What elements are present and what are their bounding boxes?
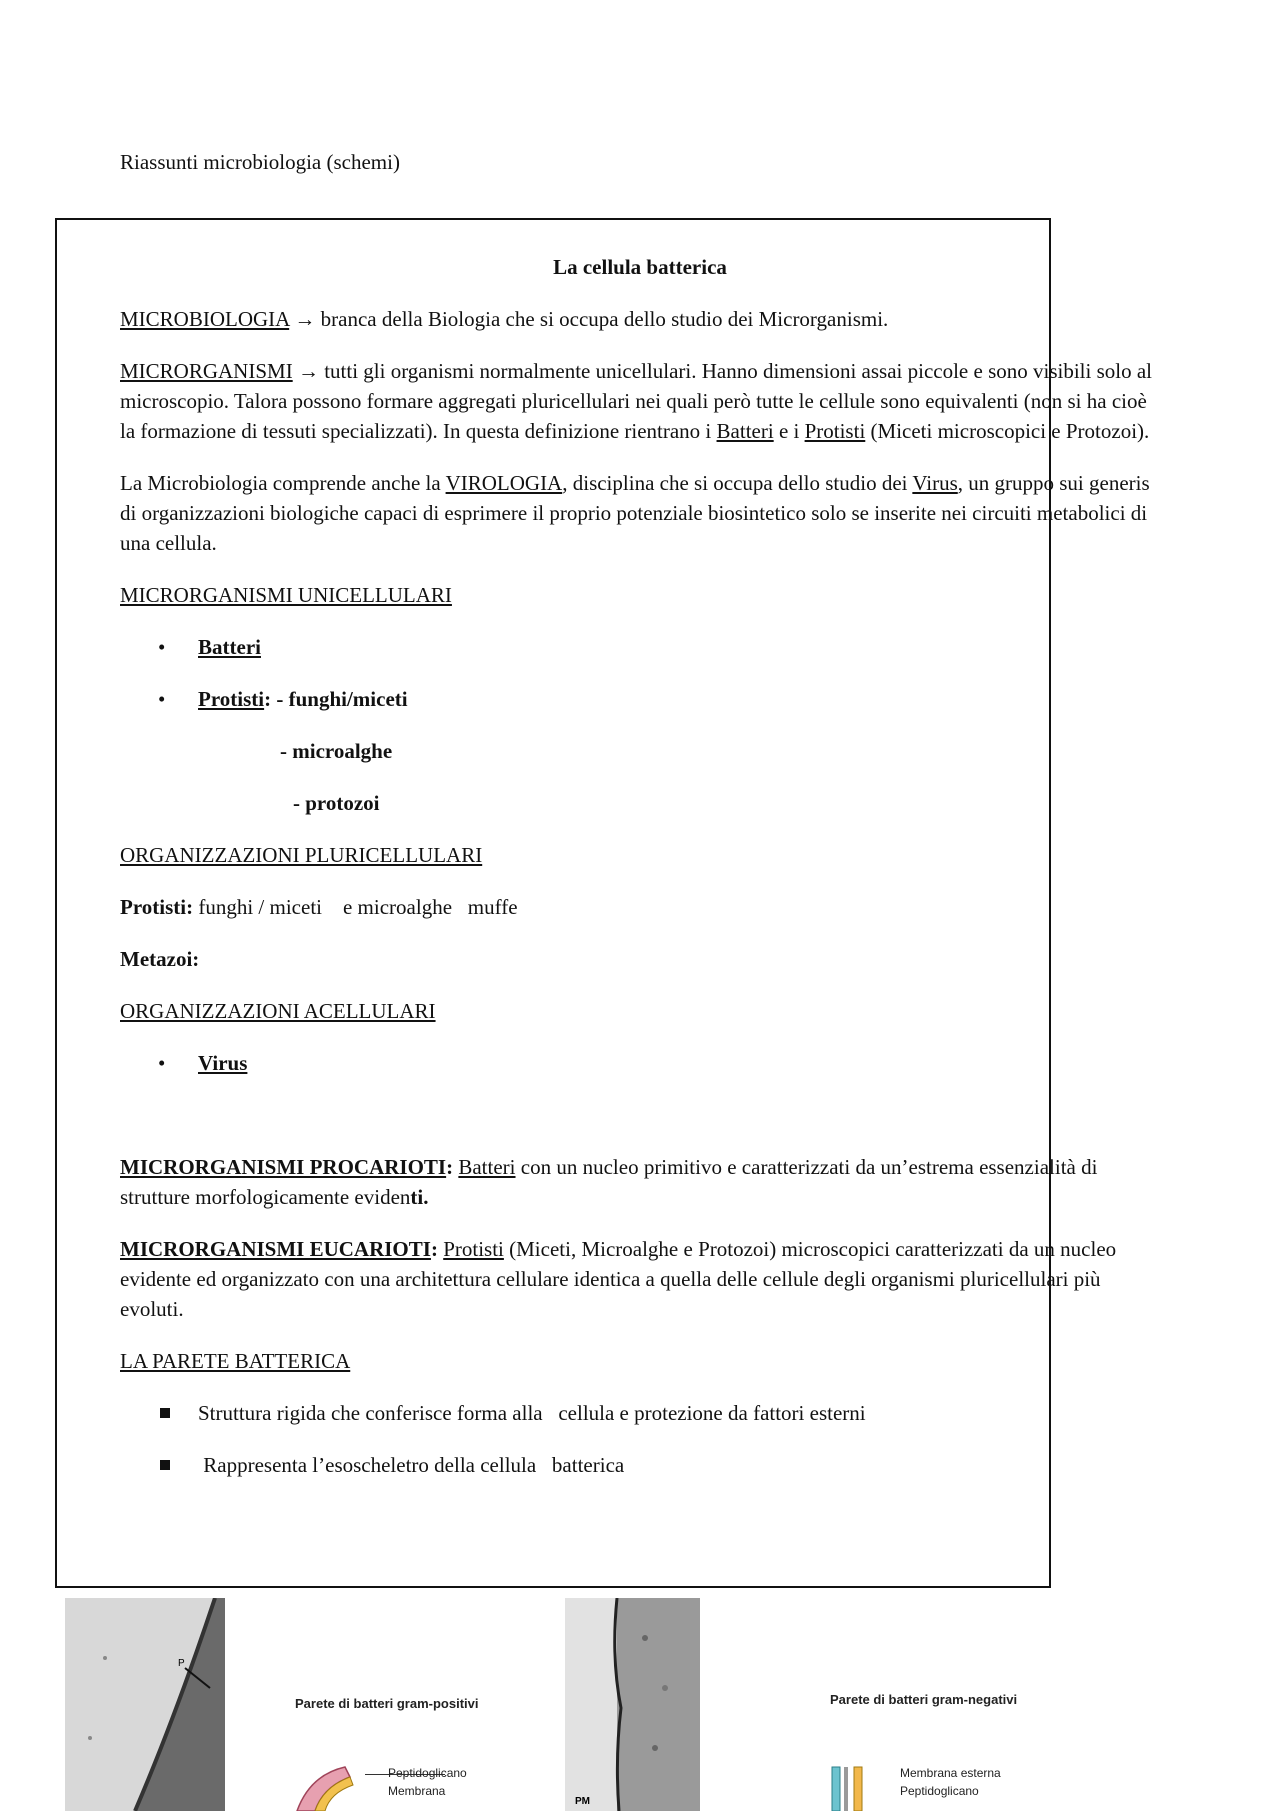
bullet-icon: •: [158, 687, 166, 711]
term-microrganismi: MICRORGANISMI: [120, 359, 293, 383]
list-item: [120, 1048, 1160, 1078]
parete-item: Struttura rigida che conferisce forma alla cellula e protezione da fattori esterni: [198, 1401, 866, 1425]
micro-label-pm: PM: [575, 1796, 590, 1807]
document-header: Riassunti microbiologia (schemi): [120, 150, 400, 174]
summary-content: [120, 252, 1160, 1502]
gram-negative-title: Parete di batteri gram-negativi: [830, 1692, 1018, 1707]
item-protisti: Protisti: - funghi/miceti: [198, 687, 408, 711]
bullet-icon: •: [158, 635, 166, 659]
parete-item: Rappresenta l’esoscheletro della cellula batterica: [198, 1453, 625, 1477]
heading-pluricellulari: ORGANIZZAZIONI PLURICELLULARI: [120, 843, 483, 867]
micrograph-gram-negative: [565, 1598, 700, 1811]
gram-positive-diagram: [285, 1763, 375, 1811]
definition-procarioti: MICRORGANISMI PROCARIOTI: Batteri con un nucleo primitivo e caratterizzati da un’estrema essenzialità di strutture morfologicamente evidenti.: [120, 1155, 1098, 1209]
line-protisti: Protisti: funghi / miceti e microalghe muffe: [120, 895, 518, 919]
list-item: [120, 632, 1160, 662]
definition-microbiologia: [120, 304, 1160, 334]
paragraph-virologia: La Microbiologia comprende anche la VIROLOGIA, disciplina che si occupa dello studio dei Virus, un gruppo sui generis di organizzazioni biologiche capaci di esprimere il proprio potenziale biosintetico solo se inserite nei circuiti metabolici di una cellula.: [120, 471, 1150, 555]
list-item: [120, 1398, 1160, 1428]
gram-positive-part-membrana: Membrana: [388, 1784, 446, 1798]
bullet-icon: •: [158, 1051, 166, 1075]
subitem-microalghe: - microalghe: [280, 739, 393, 763]
subitem-protozoi: - protozoi: [293, 791, 380, 815]
gram-positive-title: Parete di batteri gram-positivi: [295, 1696, 479, 1711]
link-protisti-eucarioti[interactable]: Protisti: [443, 1237, 504, 1261]
square-bullet-icon: [160, 1460, 170, 1470]
micro-label-p: P: [178, 1658, 185, 1669]
link-batteri-procarioti[interactable]: Batteri: [458, 1155, 516, 1179]
list-item: [120, 1450, 1160, 1480]
gram-negative-diagram: [830, 1763, 890, 1811]
gram-positive-part-peptidoglicano: Peptidoglicano: [388, 1766, 467, 1780]
link-virologia[interactable]: VIROLOGIA: [445, 471, 563, 495]
term-eucarioti: MICRORGANISMI EUCARIOTI: [120, 1237, 431, 1261]
definition-text: → branca della Biologia che si occupa dello studio dei Microrganismi.: [289, 307, 889, 331]
section-title: La cellula batterica: [553, 255, 727, 279]
heading-parete: LA PARETE BATTERICA: [120, 1349, 351, 1373]
item-virus: Virus: [198, 1051, 248, 1075]
link-virus[interactable]: Virus: [912, 471, 958, 495]
link-protisti[interactable]: Protisti: [804, 419, 866, 443]
list-subitem: [120, 788, 1160, 818]
square-bullet-icon: [160, 1408, 170, 1418]
definition-microrganismi: MICRORGANISMI → tutti gli organismi normalmente unicellulari. Hanno dimensioni assai piccole e sono visibili solo al microscopio. Talora possono formare aggregati pluricellulari nei quali però tutte le cellule sono equivalenti (non si ha cioè la formazione di tessuti specializzati). In questa definizione rientrano i Batteri e i Protisti (Miceti microscopici e Protozoi).: [120, 359, 1152, 443]
heading-acellulari: ORGANIZZAZIONI ACELLULARI: [120, 999, 436, 1023]
link-batteri[interactable]: Batteri: [716, 419, 774, 443]
figures-strip: [60, 1598, 1060, 1811]
term-procarioti: MICRORGANISMI PROCARIOTI: [120, 1155, 447, 1179]
list-item: [120, 684, 1160, 714]
list-subitem: [120, 736, 1160, 766]
micrograph-gram-positive: [65, 1598, 225, 1811]
spacer: [120, 1100, 1160, 1152]
gram-negative-part-membrana-esterna: Membrana esterna: [900, 1766, 1001, 1780]
item-batteri: Batteri: [198, 635, 261, 659]
heading-unicellulari: MICRORGANISMI UNICELLULARI: [120, 583, 452, 607]
line-metazoi: Metazoi:: [120, 947, 200, 971]
definition-eucarioti: MICRORGANISMI EUCARIOTI: Protisti (Miceti, Microalghe e Protozoi) microscopici caratterizzati da un nucleo evidente ed organizzato con una architettura cellulare identica a quella delle cellule degli organismi pluricellulari più evoluti.: [120, 1237, 1117, 1321]
gram-negative-part-peptidoglicano: Peptidoglicano: [900, 1784, 979, 1798]
term-microbiologia: MICROBIOLOGIA: [120, 307, 290, 331]
